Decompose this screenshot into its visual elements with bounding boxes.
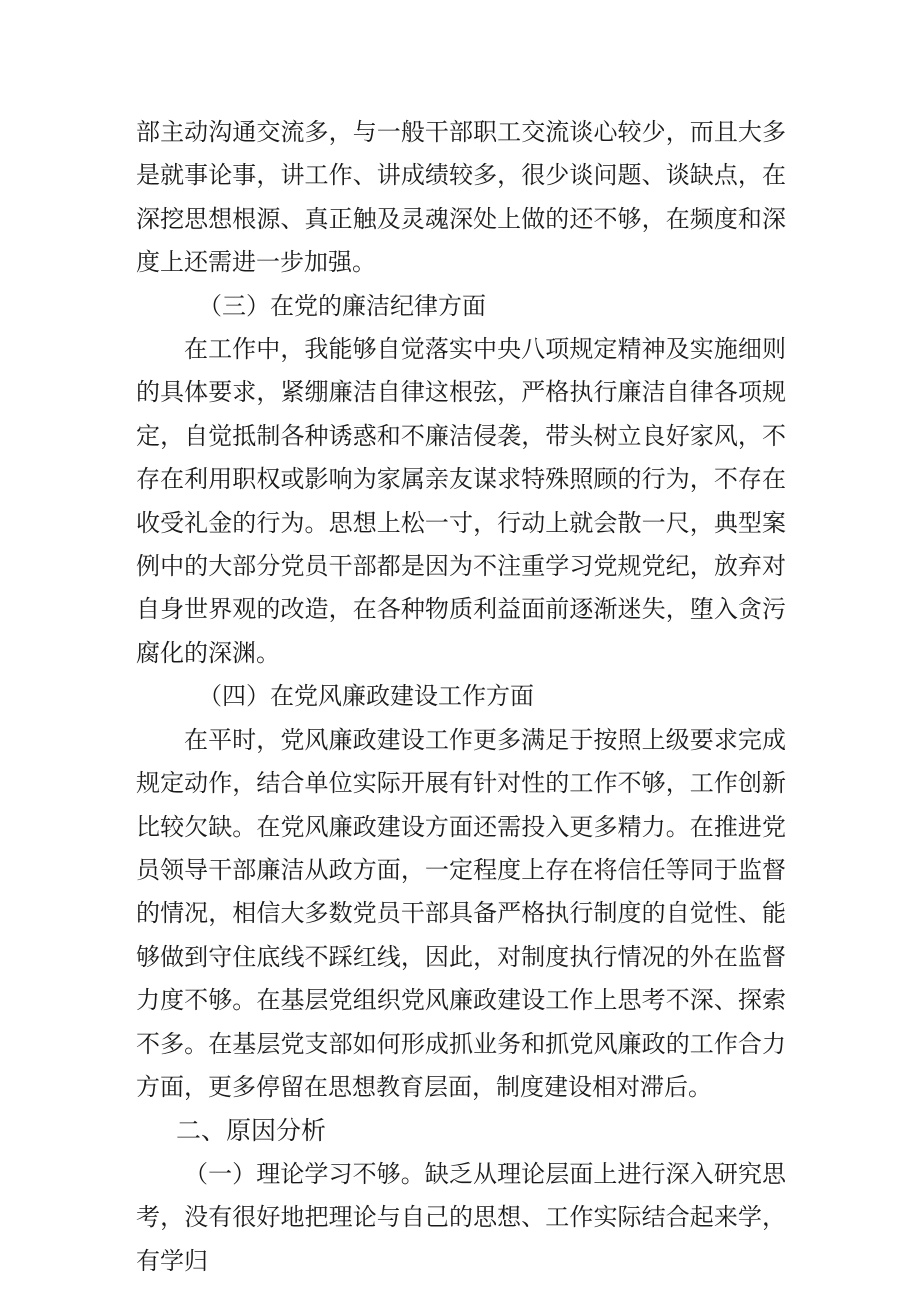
paragraph-continued: 部主动沟通交流多，与一般干部职工交流谈心较少，而且大多是就事论事，讲工作、讲成绩较多，很少谈问题、谈缺点，在深挖思想根源、真正触及灵魂深处上做的还不够，在频度和深度上还需进一步加强。 [136,118,786,277]
document-body [136,111,786,1283]
paragraph-clean-government: 在平时，党风廉政建设工作更多满足于按照上级要求完成规定动作，结合单位实际开展有针对性的工作不够，工作创新比较欠缺。在党风廉政建设方面还需投入更多精力。在推进党员领导干部廉洁从政方面，一定程度上存在将信任等同于监督的情况，相信大多数党员干部具备严格执行制度的自觉性、能够做到守住底线不踩红线，因此，对制度执行情况的外在监督力度不够。在基层党组织党风廉政建设工作上思考不深、探索不多。在基层党支部如何形成抓业务和抓党风廉政的工作合力方面，更多停留在思想教育层面，制度建设相对滞后。 [136,725,786,1101]
section-heading-cause-analysis: 二、原因分析 [176,1116,327,1146]
paragraph-theory-study: （一）理论学习不够。缺乏从理论层面上进行深入研究思考，没有很好地把理论与自己的思想、工作实际结合起来学，有学归 [136,1159,786,1275]
paragraph-integrity-discipline: 在工作中，我能够自觉落实中央八项规定精神及实施细则的具体要求，紧绷廉洁自律这根弦，严格执行廉洁自律各项规定，自觉抵制各种诱惑和不廉洁侵袭，带头树立良好家风，不存在利用职权或影响为家属亲友谋求特殊照顾的行为，不存在收受礼金的行为。思想上松一寸，行动上就会散一尺，典型案例中的大部分党员干部都是因为不注重学习党规党纪，放弃对自身世界观的改造，在各种物质利益面前逐渐迷失，堕入贪污腐化的深渊。 [136,335,786,667]
sub-heading-integrity-discipline: （三）在党的廉洁纪律方面 [198,291,486,320]
sub-heading-clean-government: （四）在党风廉政建设工作方面 [198,682,534,711]
